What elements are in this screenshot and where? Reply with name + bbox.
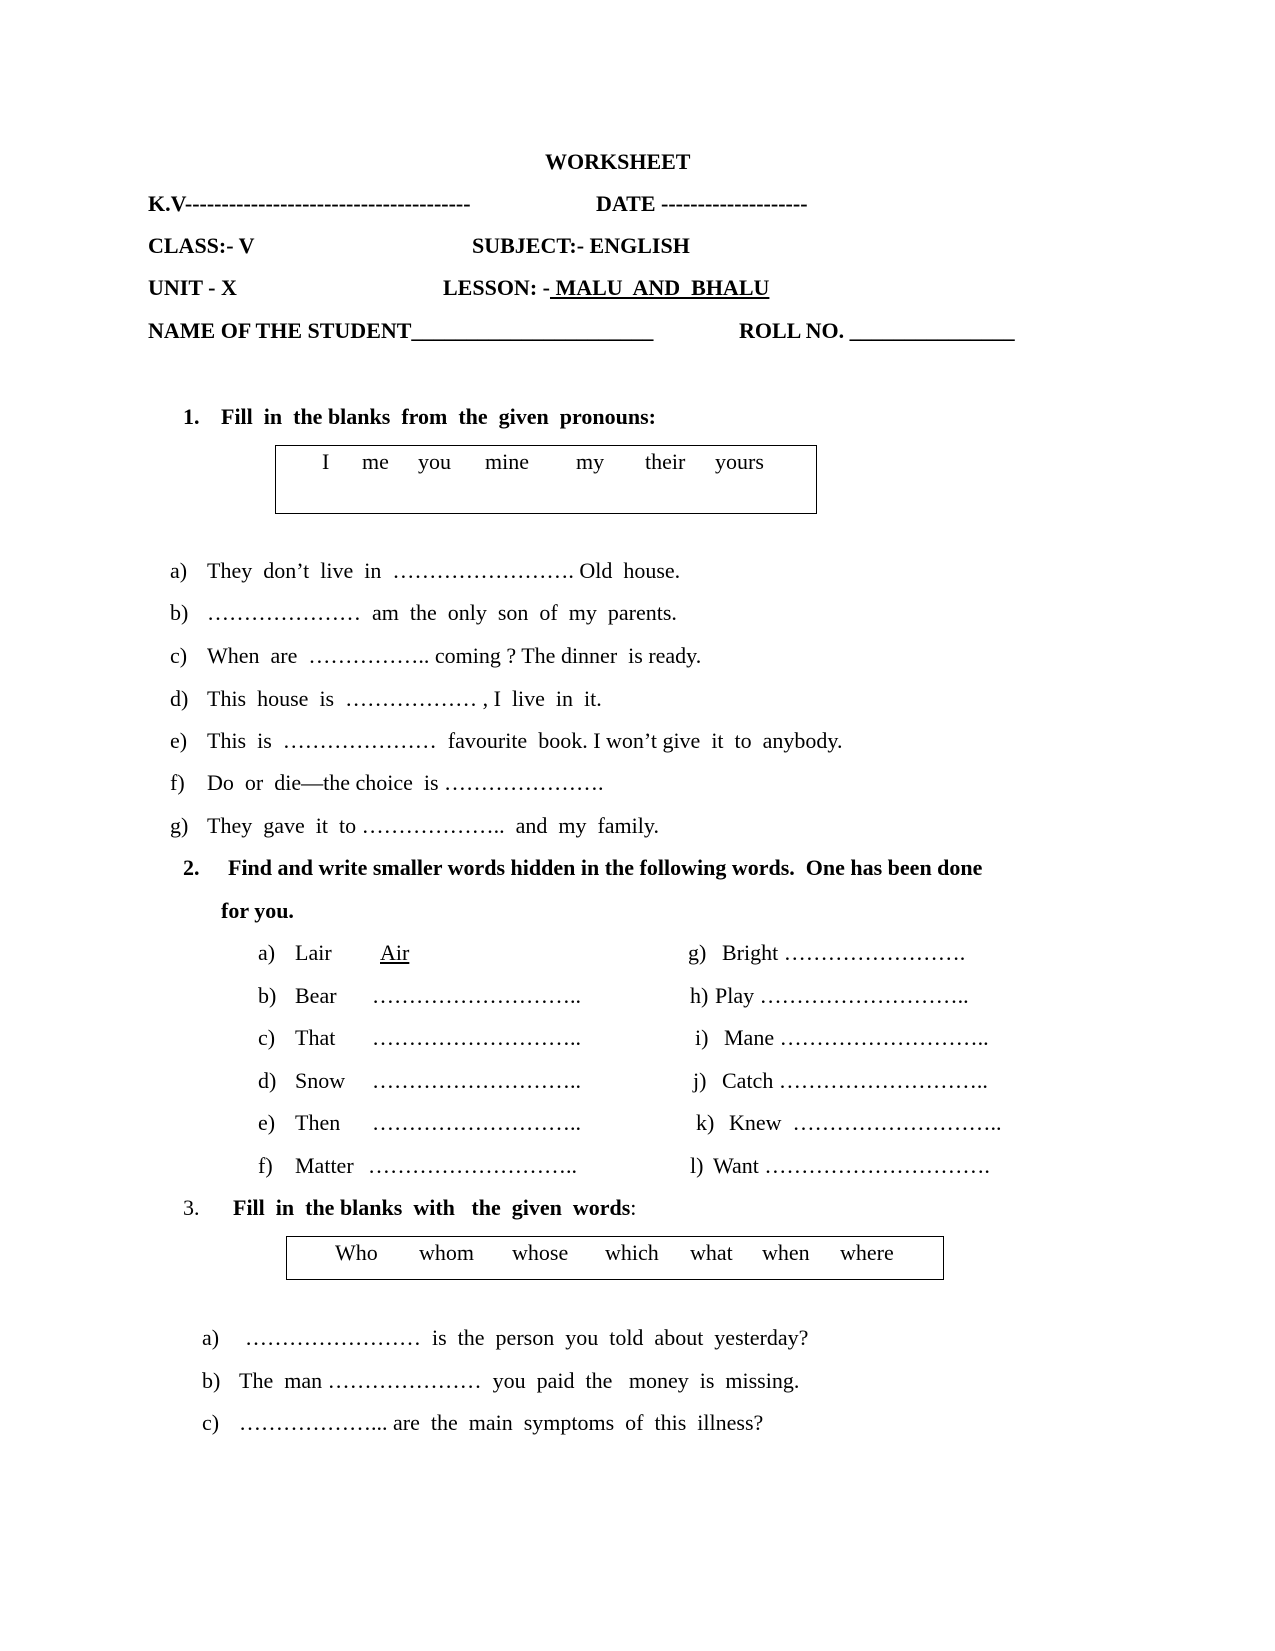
word-box-item: which xyxy=(605,1240,659,1265)
q2-number: 2. xyxy=(183,855,200,880)
q1-item-label: b) xyxy=(170,600,189,625)
q1-item-label: a) xyxy=(170,558,188,583)
q2-item-text: Want …………………………. xyxy=(713,1153,990,1178)
q3-number: 3. xyxy=(183,1195,200,1220)
q1-item-label: c) xyxy=(170,643,188,668)
date-field: DATE -------------------- xyxy=(596,191,808,216)
roll-no-field: ROLL NO. _______________ xyxy=(739,318,1015,343)
q2-item-word: Lair xyxy=(295,940,332,965)
q2-item-label: g) xyxy=(688,940,707,965)
q1-item-text: This is ………………… favourite book. I won’t give it to anybody. xyxy=(207,728,843,753)
q3-item-label: a) xyxy=(202,1325,220,1350)
q1-item-text: They don’t live in ……………………. Old house. xyxy=(207,558,681,583)
word-box-item: where xyxy=(840,1240,894,1265)
q2-item-label: e) xyxy=(258,1110,276,1135)
q1-item-label: d) xyxy=(170,686,189,711)
q2-item-word: Matter xyxy=(295,1153,354,1178)
q3-item-text: ………………... are the main symptoms of this illness? xyxy=(239,1410,764,1435)
unit-field: UNIT - X xyxy=(148,275,237,300)
q1-item-text: ………………… am the only son of my parents. xyxy=(207,600,677,625)
lesson-name: MALU AND BHALU xyxy=(549,275,770,300)
word-box-item: what xyxy=(690,1240,733,1265)
q2-item-blank: ……………………….. xyxy=(372,983,581,1008)
q2-item-label: j) xyxy=(693,1068,707,1093)
q2-item-text: Catch ……………………….. xyxy=(722,1068,988,1093)
q2-item-label: f) xyxy=(258,1153,273,1178)
lesson-label: LESSON: - xyxy=(443,275,550,300)
worksheet-title: WORKSHEET xyxy=(545,149,691,174)
q3-item-text: …………………… is the person you told about yesterday? xyxy=(245,1325,809,1350)
word-box-item: Who xyxy=(335,1240,378,1265)
q2-item-blank: ……………………….. xyxy=(368,1153,577,1178)
q2-item-word: Then xyxy=(295,1110,341,1135)
q3-instruction-colon: : xyxy=(630,1195,637,1220)
word-box-item: whom xyxy=(419,1240,474,1265)
q3-instruction xyxy=(233,1197,636,1219)
q2-item-blank: ……………………….. xyxy=(372,1110,581,1135)
q2-item-label: i) xyxy=(695,1025,709,1050)
q2-item-label: k) xyxy=(696,1110,715,1135)
word-box-item: mine xyxy=(485,449,529,474)
q2-item-text: Bright ……………………. xyxy=(722,940,966,965)
q3-item-label: b) xyxy=(202,1368,221,1393)
q2-item-word: Bear xyxy=(295,983,337,1008)
word-box-item: whose xyxy=(512,1240,569,1265)
q2-item-word: That xyxy=(295,1025,336,1050)
word-box-item: you xyxy=(418,449,451,474)
q1-item-text: When are …………….. coming ? The dinner is ready. xyxy=(207,643,702,668)
q1-item-text: This house is ……………… , I live in it. xyxy=(207,686,602,711)
word-box-item: me xyxy=(362,449,389,474)
q1-item-label: g) xyxy=(170,813,189,838)
kv-field: K.V--------------------------------------- xyxy=(148,191,471,216)
student-name-field: NAME OF THE STUDENT______________________ xyxy=(148,318,654,343)
q2-item-blank: ……………………….. xyxy=(372,1025,581,1050)
lesson-field xyxy=(443,277,769,299)
q2-item-word: Snow xyxy=(295,1068,346,1093)
q3-instruction-text: Fill in the blanks with the given words xyxy=(233,1195,631,1220)
q2-item-text: Knew ……………………….. xyxy=(729,1110,1002,1135)
q2-item-blank: ……………………….. xyxy=(372,1068,581,1093)
q2-item-label: b) xyxy=(258,983,277,1008)
q2-item-label: d) xyxy=(258,1068,277,1093)
word-box-item: I xyxy=(322,449,330,474)
q2-example-answer: Air xyxy=(380,940,410,965)
q2-item-text: Mane ……………………….. xyxy=(724,1025,989,1050)
q2-instruction-cont: for you. xyxy=(221,898,294,923)
q1-number: 1. xyxy=(183,404,200,429)
word-box-item: when xyxy=(762,1240,810,1265)
q3-item-text: The man ………………… you paid the money is missing. xyxy=(239,1368,800,1393)
q1-item-text: Do or die—the choice is …………………. xyxy=(207,770,604,795)
q2-item-label: l) xyxy=(690,1153,704,1178)
q1-item-label: f) xyxy=(170,770,185,795)
question-word-box xyxy=(286,1236,944,1280)
pronoun-word-box xyxy=(275,445,817,514)
word-box-item: their xyxy=(645,449,686,474)
q2-item-label: c) xyxy=(258,1025,276,1050)
q1-item-label: e) xyxy=(170,728,188,753)
word-box-item: my xyxy=(576,449,605,474)
q2-item-label: a) xyxy=(258,940,276,965)
q1-instruction: Fill in the blanks from the given pronouns: xyxy=(221,404,656,429)
q1-item-text: They gave it to ……………….. and my family. xyxy=(207,813,659,838)
q2-item-text: Play ……………………….. xyxy=(715,983,969,1008)
subject-field: SUBJECT:- ENGLISH xyxy=(472,233,690,258)
word-box-item: yours xyxy=(715,449,764,474)
q2-instruction: Find and write smaller words hidden in the following words. One has been done xyxy=(228,855,983,880)
class-field: CLASS:- V xyxy=(148,233,255,258)
q3-item-label: c) xyxy=(202,1410,220,1435)
q2-item-label: h) xyxy=(690,983,709,1008)
